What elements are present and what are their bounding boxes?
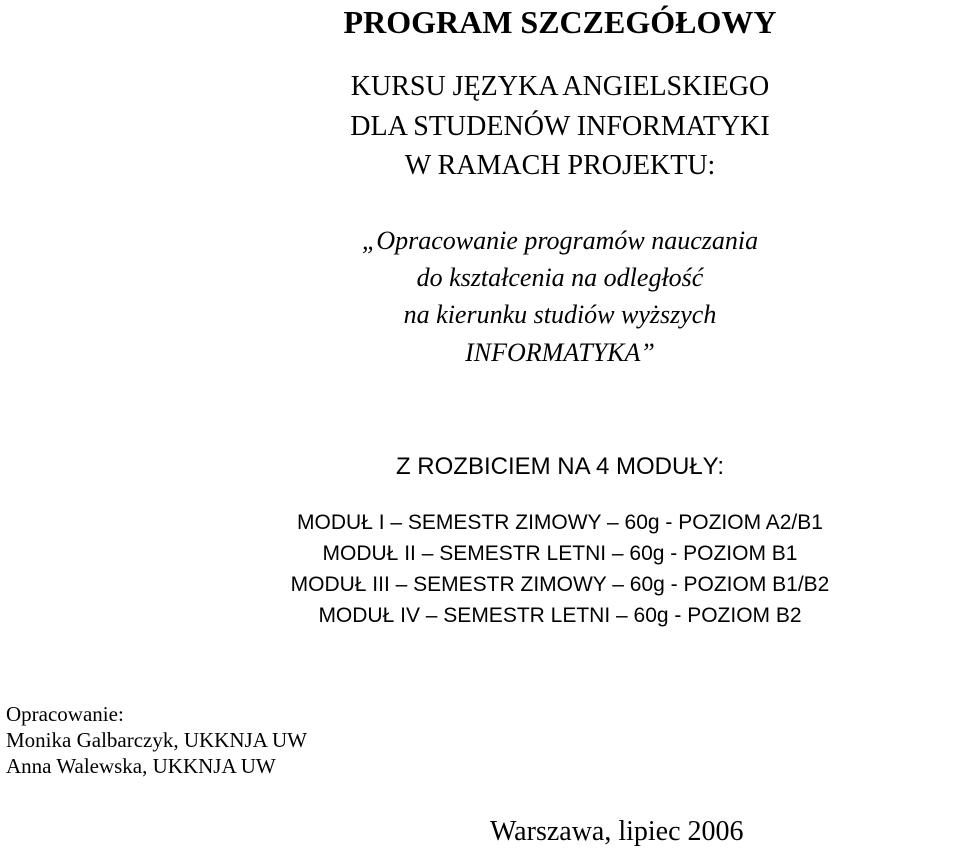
project-line-4: INFORMATYKA” — [465, 338, 655, 367]
project-line-2: do kształcenia na odległość — [416, 263, 704, 292]
author-1: Monika Galbarczyk, UKKNJA UW — [6, 728, 307, 752]
subtitle-line-3: W RAMACH PROJEKTU: — [404, 150, 716, 181]
module-item-1: MODUŁ I – SEMESTR ZIMOWY – 60g - POZIOM A2/B1 — [297, 511, 823, 534]
modules-heading: Z ROZBICIEM NA 4 MODUŁY: — [395, 453, 725, 480]
place-and-date: Warszawa, lipiec 2006 — [490, 816, 744, 847]
author-2: Anna Walewska, UKKNJA UW — [6, 754, 276, 778]
project-line-1: „Opracowanie programów nauczania — [361, 226, 759, 255]
prepared-by-label: Opracowanie: — [6, 702, 124, 726]
module-item-4: MODUŁ IV – SEMESTR LETNI – 60g - POZIOM B2 — [318, 604, 802, 627]
document-title: PROGRAM SZCZEGÓŁOWY — [343, 4, 777, 40]
project-line-3: na kierunku studiów wyższych — [403, 300, 717, 329]
subtitle-line-2: DLA STUDENÓW INFORMATYKI — [350, 111, 770, 142]
module-item-2: MODUŁ II – SEMESTR LETNI – 60g - POZIOM B1 — [322, 542, 798, 565]
module-item-3: MODUŁ III – SEMESTR ZIMOWY – 60g - POZIOM B1/B2 — [290, 573, 830, 596]
subtitle-line-1: KURSU JĘZYKA ANGIELSKIEGO — [350, 71, 770, 102]
